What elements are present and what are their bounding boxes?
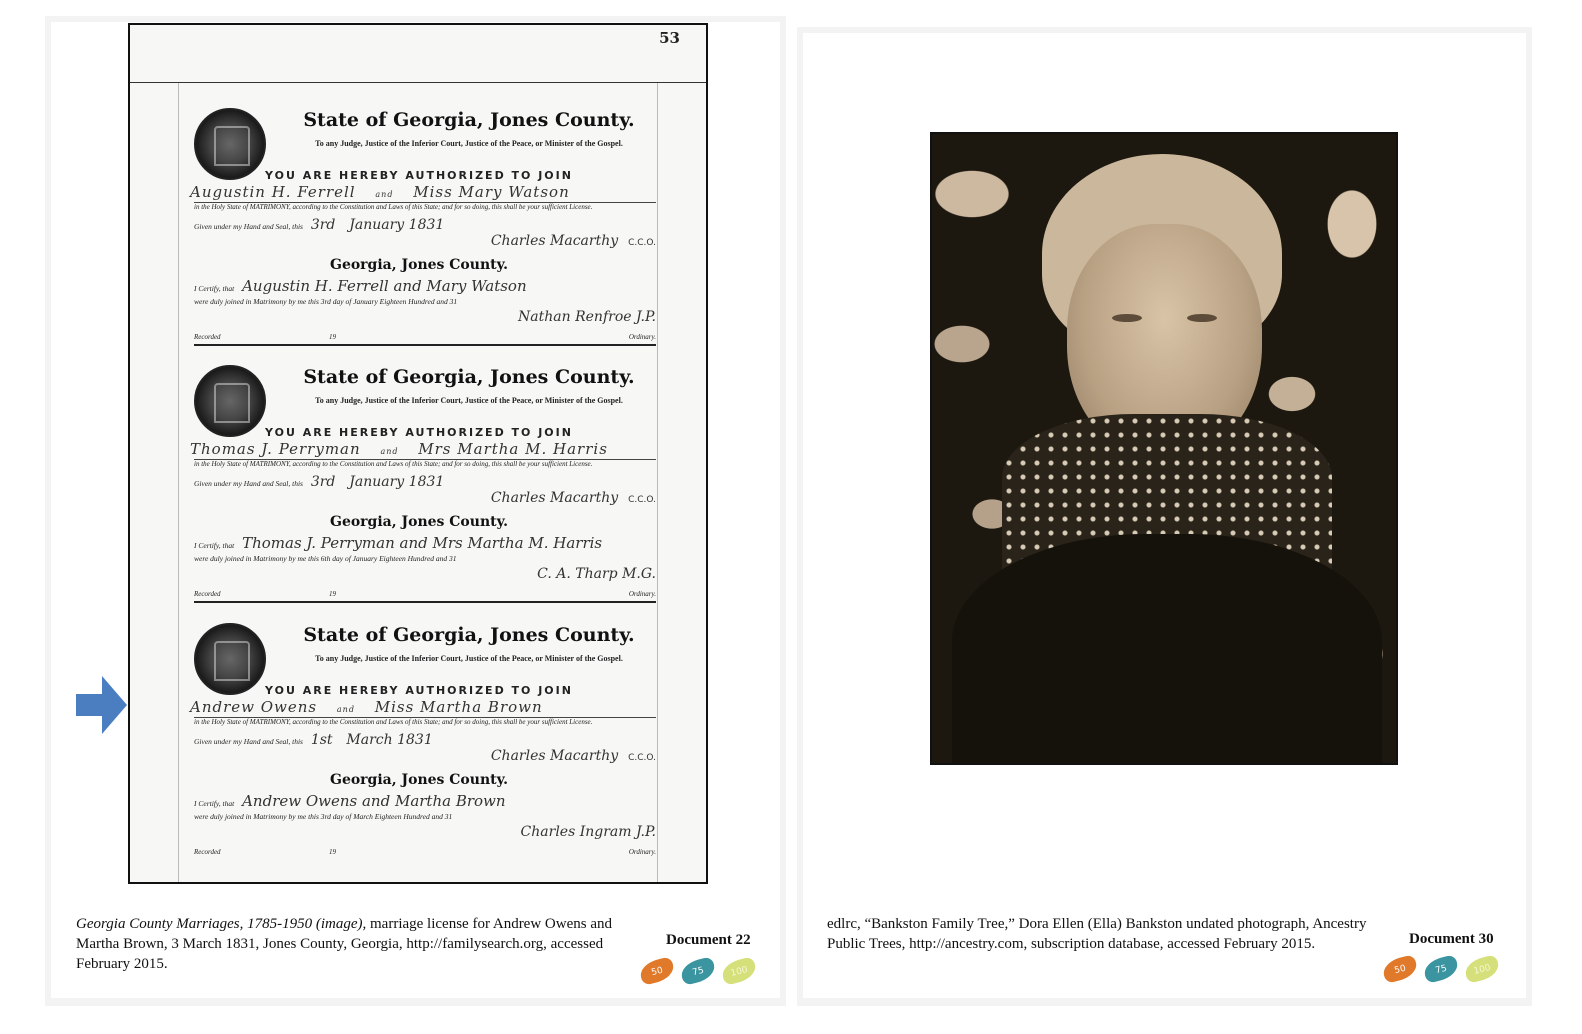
clerk-signature	[491, 748, 656, 764]
bride-name: Mrs Martha M. Harris	[418, 440, 608, 458]
clerk-signature	[491, 490, 656, 506]
given-date: January 1831	[349, 474, 445, 490]
cert-joined: were duly joined in Matrimony by me this 3rd day of January Eighteen Hundred and 31	[194, 297, 458, 306]
officiant-signature: Nathan Renfroe J.P.	[518, 309, 656, 325]
officiant-signature: C. A. Tharp M.G.	[537, 566, 656, 582]
ordinary-label: Ordinary.	[628, 590, 656, 598]
given-prefix: Given under my Hand and Seal, this	[194, 479, 303, 488]
document-22-label: Document 22	[666, 932, 751, 948]
scan-left-rule	[178, 83, 179, 882]
document-22-caption	[76, 914, 616, 974]
clerk-signature	[491, 233, 656, 249]
cert-prefix: I Certify, that	[194, 284, 235, 293]
record-fine-print: in the Holy State of MATRIMONY, according to the Constitution and Laws of this State; and for so doing, this shall be your sufficient License.	[194, 460, 593, 468]
leaf-75-icon: 75	[1422, 954, 1460, 984]
dark-dress	[952, 534, 1382, 765]
officiant-signature: Charles Ingram J.P.	[520, 824, 656, 840]
clerk-title: C.C.O.	[628, 753, 656, 763]
document-30-caption: edlrc, “Bankston Family Tree,” Dora Ellen (Ella) Bankston undated photograph, Ancestry Public Trees, http://ancestry.com, subscription database, accessed February 2015.	[827, 916, 1367, 952]
recorded-label: Recorded	[194, 590, 221, 598]
record-divider	[194, 601, 656, 603]
record-authorized: YOU ARE HEREBY AUTHORIZED TO JOIN	[265, 684, 573, 697]
recorded-label: Recorded	[194, 333, 221, 341]
certificate-line	[194, 534, 656, 552]
record-title: State of Georgia, Jones County.	[303, 109, 635, 131]
scan-right-rule	[657, 83, 658, 882]
portrait-photograph	[930, 132, 1398, 765]
record-addressee: To any Judge, Justice of the Inferior Court, Justice of the Peace, or Minister of the Gospel.	[315, 396, 623, 405]
recorded-line	[194, 848, 656, 856]
clerk-title: C.C.O.	[628, 238, 656, 248]
caption-source-title: Georgia County Marriages, 1785-1950 (image),	[76, 916, 367, 932]
scan-page-number: 53	[659, 29, 680, 47]
cert-prefix: I Certify, that	[194, 799, 235, 808]
record-addressee: To any Judge, Justice of the Inferior Court, Justice of the Peace, or Minister of the Gospel.	[315, 654, 623, 663]
given-prefix: Given under my Hand and Seal, this	[194, 737, 303, 746]
given-day: 3rd	[310, 217, 336, 233]
record-title: State of Georgia, Jones County.	[303, 366, 635, 388]
conjunction: and	[336, 705, 355, 714]
cert-names: Andrew Owens and Martha Brown	[242, 792, 506, 810]
document-30-label: Document 30	[1409, 931, 1494, 947]
groom-name: Andrew Owens	[190, 698, 318, 716]
leaf-50-icon: 50	[1381, 954, 1419, 984]
groom-name: Augustin H. Ferrell	[190, 183, 356, 201]
record-fine-print: in the Holy State of MATRIMONY, according to the Constitution and Laws of this State; and for so doing, this shall be your sufficient License.	[194, 203, 593, 211]
record-fine-print: in the Holy State of MATRIMONY, according to the Constitution and Laws of this State; and for so doing, this shall be your sufficient License.	[194, 718, 593, 726]
license-record-ferrell-watson	[182, 95, 656, 351]
county-heading: Georgia, Jones County.	[329, 257, 508, 273]
cert-names: Augustin H. Ferrell and Mary Watson	[242, 277, 527, 295]
caption-citation: marriage license for Andrew Owens and Martha Brown, 3 March 1831, Jones County, Georgia, http://familysearch.org, accessed February 2015.	[76, 916, 612, 972]
recorded-line	[194, 333, 656, 341]
record-given-line	[194, 474, 656, 490]
clerk-name: Charles Macarthy	[490, 490, 619, 506]
clerk-title: C.C.O.	[628, 495, 656, 505]
license-record-owens-brown	[182, 610, 656, 866]
given-date: January 1831	[349, 217, 445, 233]
ordinary-label: Ordinary.	[628, 848, 656, 856]
given-day: 1st	[310, 732, 333, 748]
cert-joined: were duly joined in Matrimony by me this 6th day of January Eighteen Hundred and 31	[194, 554, 457, 563]
left-eye	[1112, 314, 1142, 322]
leaf-100-icon: 100	[720, 956, 758, 986]
scan-top-rule	[130, 82, 706, 83]
recorded-year: 19	[329, 590, 336, 598]
record-authorized: YOU ARE HEREBY AUTHORIZED TO JOIN	[265, 426, 573, 439]
record-names	[190, 698, 656, 716]
pointer-arrow-icon	[76, 676, 127, 734]
bride-name: Miss Mary Watson	[413, 183, 570, 201]
given-date: March 1831	[346, 732, 433, 748]
bride-name: Miss Martha Brown	[374, 698, 543, 716]
record-given-line	[194, 732, 656, 748]
given-prefix: Given under my Hand and Seal, this	[194, 222, 303, 231]
county-heading: Georgia, Jones County.	[329, 772, 508, 788]
record-divider	[194, 344, 656, 346]
record-given-line	[194, 217, 656, 233]
cert-joined: were duly joined in Matrimony by me this 3rd day of March Eighteen Hundred and 31	[194, 812, 453, 821]
conjunction: and	[375, 190, 394, 199]
record-names	[190, 440, 656, 458]
clerk-name: Charles Macarthy	[490, 233, 619, 249]
license-record-perryman-harris	[182, 352, 656, 608]
recorded-label: Recorded	[194, 848, 221, 856]
clerk-name: Charles Macarthy	[490, 748, 619, 764]
county-heading: Georgia, Jones County.	[329, 514, 508, 530]
recorded-year: 19	[329, 848, 336, 856]
given-day: 3rd	[310, 474, 336, 490]
cert-prefix: I Certify, that	[194, 541, 235, 550]
certificate-line	[194, 792, 656, 810]
recorded-line	[194, 590, 656, 598]
cert-names: Thomas J. Perryman and Mrs Martha M. Harris	[242, 534, 603, 552]
record-authorized: YOU ARE HEREBY AUTHORIZED TO JOIN	[265, 169, 573, 182]
leaf-50-icon: 50	[638, 956, 676, 986]
record-addressee: To any Judge, Justice of the Inferior Court, Justice of the Peace, or Minister of the Gospel.	[315, 139, 623, 148]
marriage-license-scan	[128, 23, 708, 884]
record-names	[190, 183, 656, 201]
recorded-year: 19	[329, 333, 336, 341]
leaf-100-icon: 100	[1463, 954, 1501, 984]
groom-name: Thomas J. Perryman	[190, 440, 361, 458]
conjunction: and	[380, 447, 399, 456]
grade-leaves	[1383, 958, 1508, 986]
leaf-75-icon: 75	[679, 956, 717, 986]
grade-leaves	[640, 960, 765, 988]
certificate-line	[194, 277, 656, 295]
right-eye	[1187, 314, 1217, 322]
ordinary-label: Ordinary.	[628, 333, 656, 341]
record-title: State of Georgia, Jones County.	[303, 624, 635, 646]
